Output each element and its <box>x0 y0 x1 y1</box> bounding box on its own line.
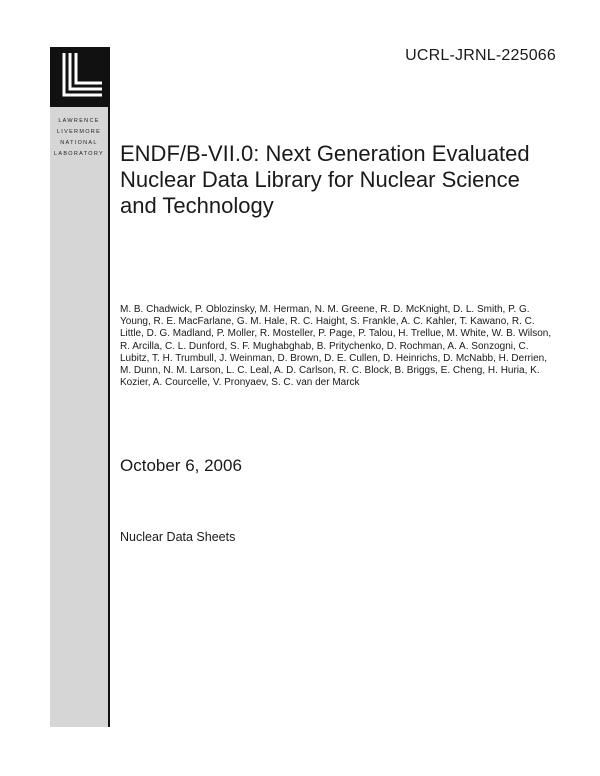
publication-date: October 6, 2006 <box>120 456 242 475</box>
report-id: UCRL-JRNL-225066 <box>405 47 556 64</box>
lab-name-line: NATIONAL <box>60 140 98 146</box>
journal-name: Nuclear Data Sheets <box>120 530 236 544</box>
llnl-logo-icon <box>50 47 108 107</box>
vertical-rule <box>108 47 110 727</box>
lab-name-line: LIVERMORE <box>56 129 102 135</box>
lab-name-line: LAWRENCE <box>58 118 100 124</box>
document-title: ENDF/B-VII.0: Next Generation Evaluated Nuclear Data Library for Nuclear Science and Technology <box>120 141 530 218</box>
lab-name-line: LABORATORY <box>54 151 104 157</box>
author-list: M. B. Chadwick, P. Oblozinsky, M. Herman, N. M. Greene, R. D. McKnight, D. L. Smith, P. G. Young, R. E. MacFarlane, G. M. Hale, R. C. Haight, S. Frankle, A. C. Kahler, T. Kawano, R. C. Little, D. G. Madland, P. Moller, R. Mosteller, P. Page, P. Talou, H. Trellue, M. White, W. B. Wilson, R. Arcilla, C. L. Dunford, S. F. Mughabghab, B. Pritychenko, D. Rochman, A. A. Sonzogni, C. Lubitz, T. H. Trumbull, J. Weinman, D. Brown, D. E. Cullen, D. Heinrichs, D. McNabb, H. Derrien, M. Dunn, N. M. Larson, L. C. Leal, A. D. Carlson, R. C. Block, B. Briggs, E. Cheng, H. Huria, K. Kozier, A. Courcelle, V. Pronyaev, S. C. van der Marck <box>120 304 552 389</box>
lab-name <box>50 116 108 160</box>
